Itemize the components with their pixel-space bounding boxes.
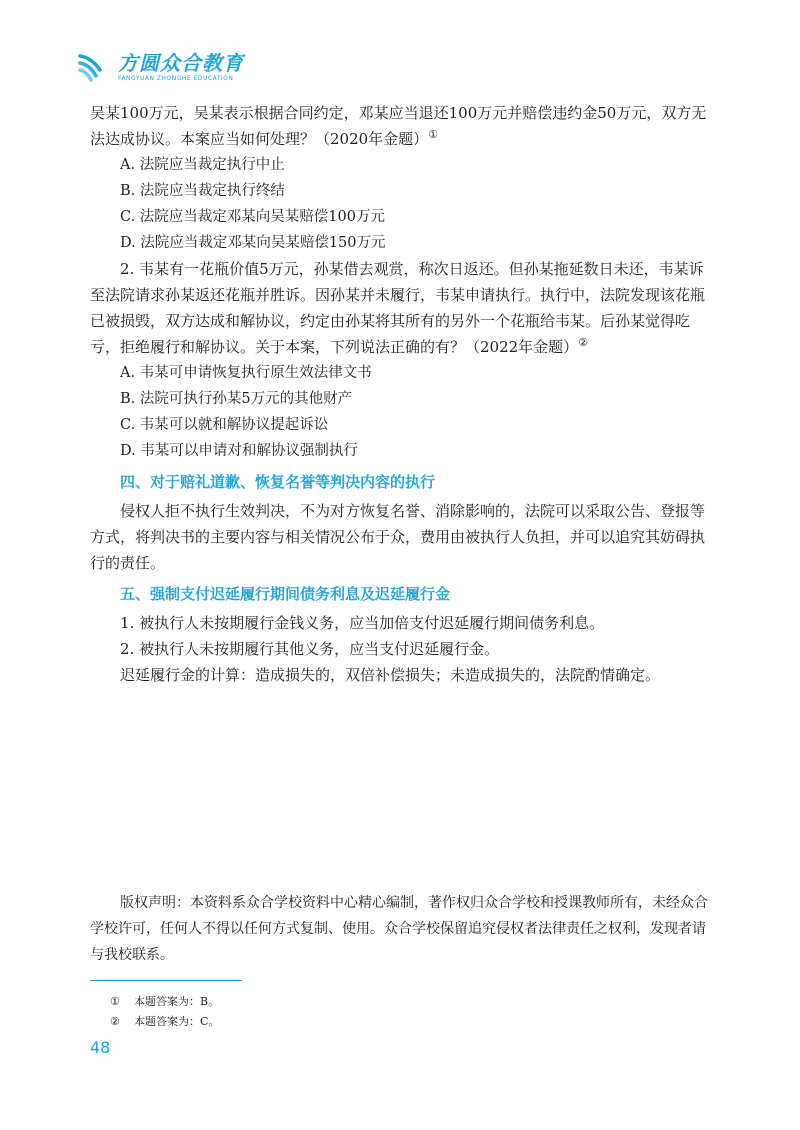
section-5-note: 迟延履行金的计算：造成损失的，双倍补偿损失；未造成损失的，法院酌情确定。 — [120, 666, 661, 684]
footnote-ref-1[interactable]: ① — [428, 128, 439, 141]
footnote-divider — [90, 980, 242, 981]
footnote-text: 本题答案为：B。 — [134, 995, 220, 1008]
footnote-1 — [90, 992, 490, 1012]
footnote-ref-2[interactable]: ② — [578, 336, 589, 349]
page-content — [90, 100, 710, 688]
q1-option-b: B. 法院应当裁定执行终结 — [120, 183, 285, 199]
brand-logo — [78, 52, 244, 82]
question-2-text — [90, 256, 710, 360]
logo-en-text: FANGYUAN ZHONGHE EDUCATION — [118, 74, 234, 82]
question-2-body: 2. 韦某有一花瓶价值5万元，孙某借去观赏，称次日返还。但孙某拖延数日未还，韦某诉至法院请求孙某返还花瓶并胜诉。因孙某并未履行，韦某申请执行。执行中，法院发现该花瓶已被损毁，双方达成和解协议，约定由孙某将其所有的另外一个花瓶给韦某。后孙某觉得吃亏，拒绝履行和解协议。关于本案，下列说法正确的有？（2022年金题） — [90, 260, 706, 356]
footnote-2 — [90, 1012, 490, 1032]
copyright-notice: 版权声明：本资料系众合学校资料中心精心编制，著作权归众合学校和授课教师所有，未经众合学校许可，任何人不得以任何方式复制、使用。众合学校保留追究侵权者法律责任之权利，发现者请与我校联系。 — [90, 895, 708, 963]
section-4-heading: 四、对于赔礼道歉、恢复名誉等判决内容的执行 — [120, 473, 436, 491]
section-5-heading: 五、强制支付迟延履行期间债务利息及迟延履行金 — [120, 585, 451, 603]
question-1-body: 吴某100万元，吴某表示根据合同约定，邓某应当退还100万元并赔偿违约金50万元，双方无法达成协议。本案应当如何处理？（2020年金题） — [90, 104, 707, 148]
q2-option-b: B. 法院可执行孙某5万元的其他财产 — [120, 391, 353, 407]
section-5-item-1: 1. 被执行人未按期履行金钱义务，应当加倍支付迟延履行期间债务利息。 — [120, 614, 605, 632]
q2-option-d: D. 韦某可以申请对和解协议强制执行 — [120, 443, 358, 459]
footnote-mark: ① — [110, 995, 120, 1008]
logo-icon — [78, 52, 112, 82]
q1-option-a: A. 法院应当裁定执行中止 — [120, 157, 285, 173]
q1-option-d: D. 法院应当裁定邓某向吴某赔偿150万元 — [120, 235, 386, 251]
q1-option-c: C. 法院应当裁定邓某向吴某赔偿100万元 — [120, 209, 385, 225]
section-5-item-2: 2. 被执行人未按期履行其他义务，应当支付迟延履行金。 — [120, 640, 500, 658]
page-number: 48 — [90, 1038, 111, 1057]
q2-option-c: C. 韦某可以就和解协议提起诉讼 — [120, 417, 329, 433]
section-4-text: 侵权人拒不执行生效判决，不为对方恢复名誉、消除影响的，法院可以采取公告、登报等方式，将判决书的主要内容与相关情况公布于众，费用由被执行人负担，并可以追究其妨碍执行的责任。 — [90, 502, 706, 572]
q2-option-a: A. 韦某可申请恢复执行原生效法律文书 — [120, 365, 372, 381]
footnotes — [90, 992, 490, 1032]
logo-cn-text: 方圆众合教育 — [118, 50, 244, 75]
footnote-mark: ② — [110, 1015, 120, 1028]
question-1-text — [90, 100, 710, 152]
footnote-text: 本题答案为：C。 — [134, 1015, 220, 1028]
